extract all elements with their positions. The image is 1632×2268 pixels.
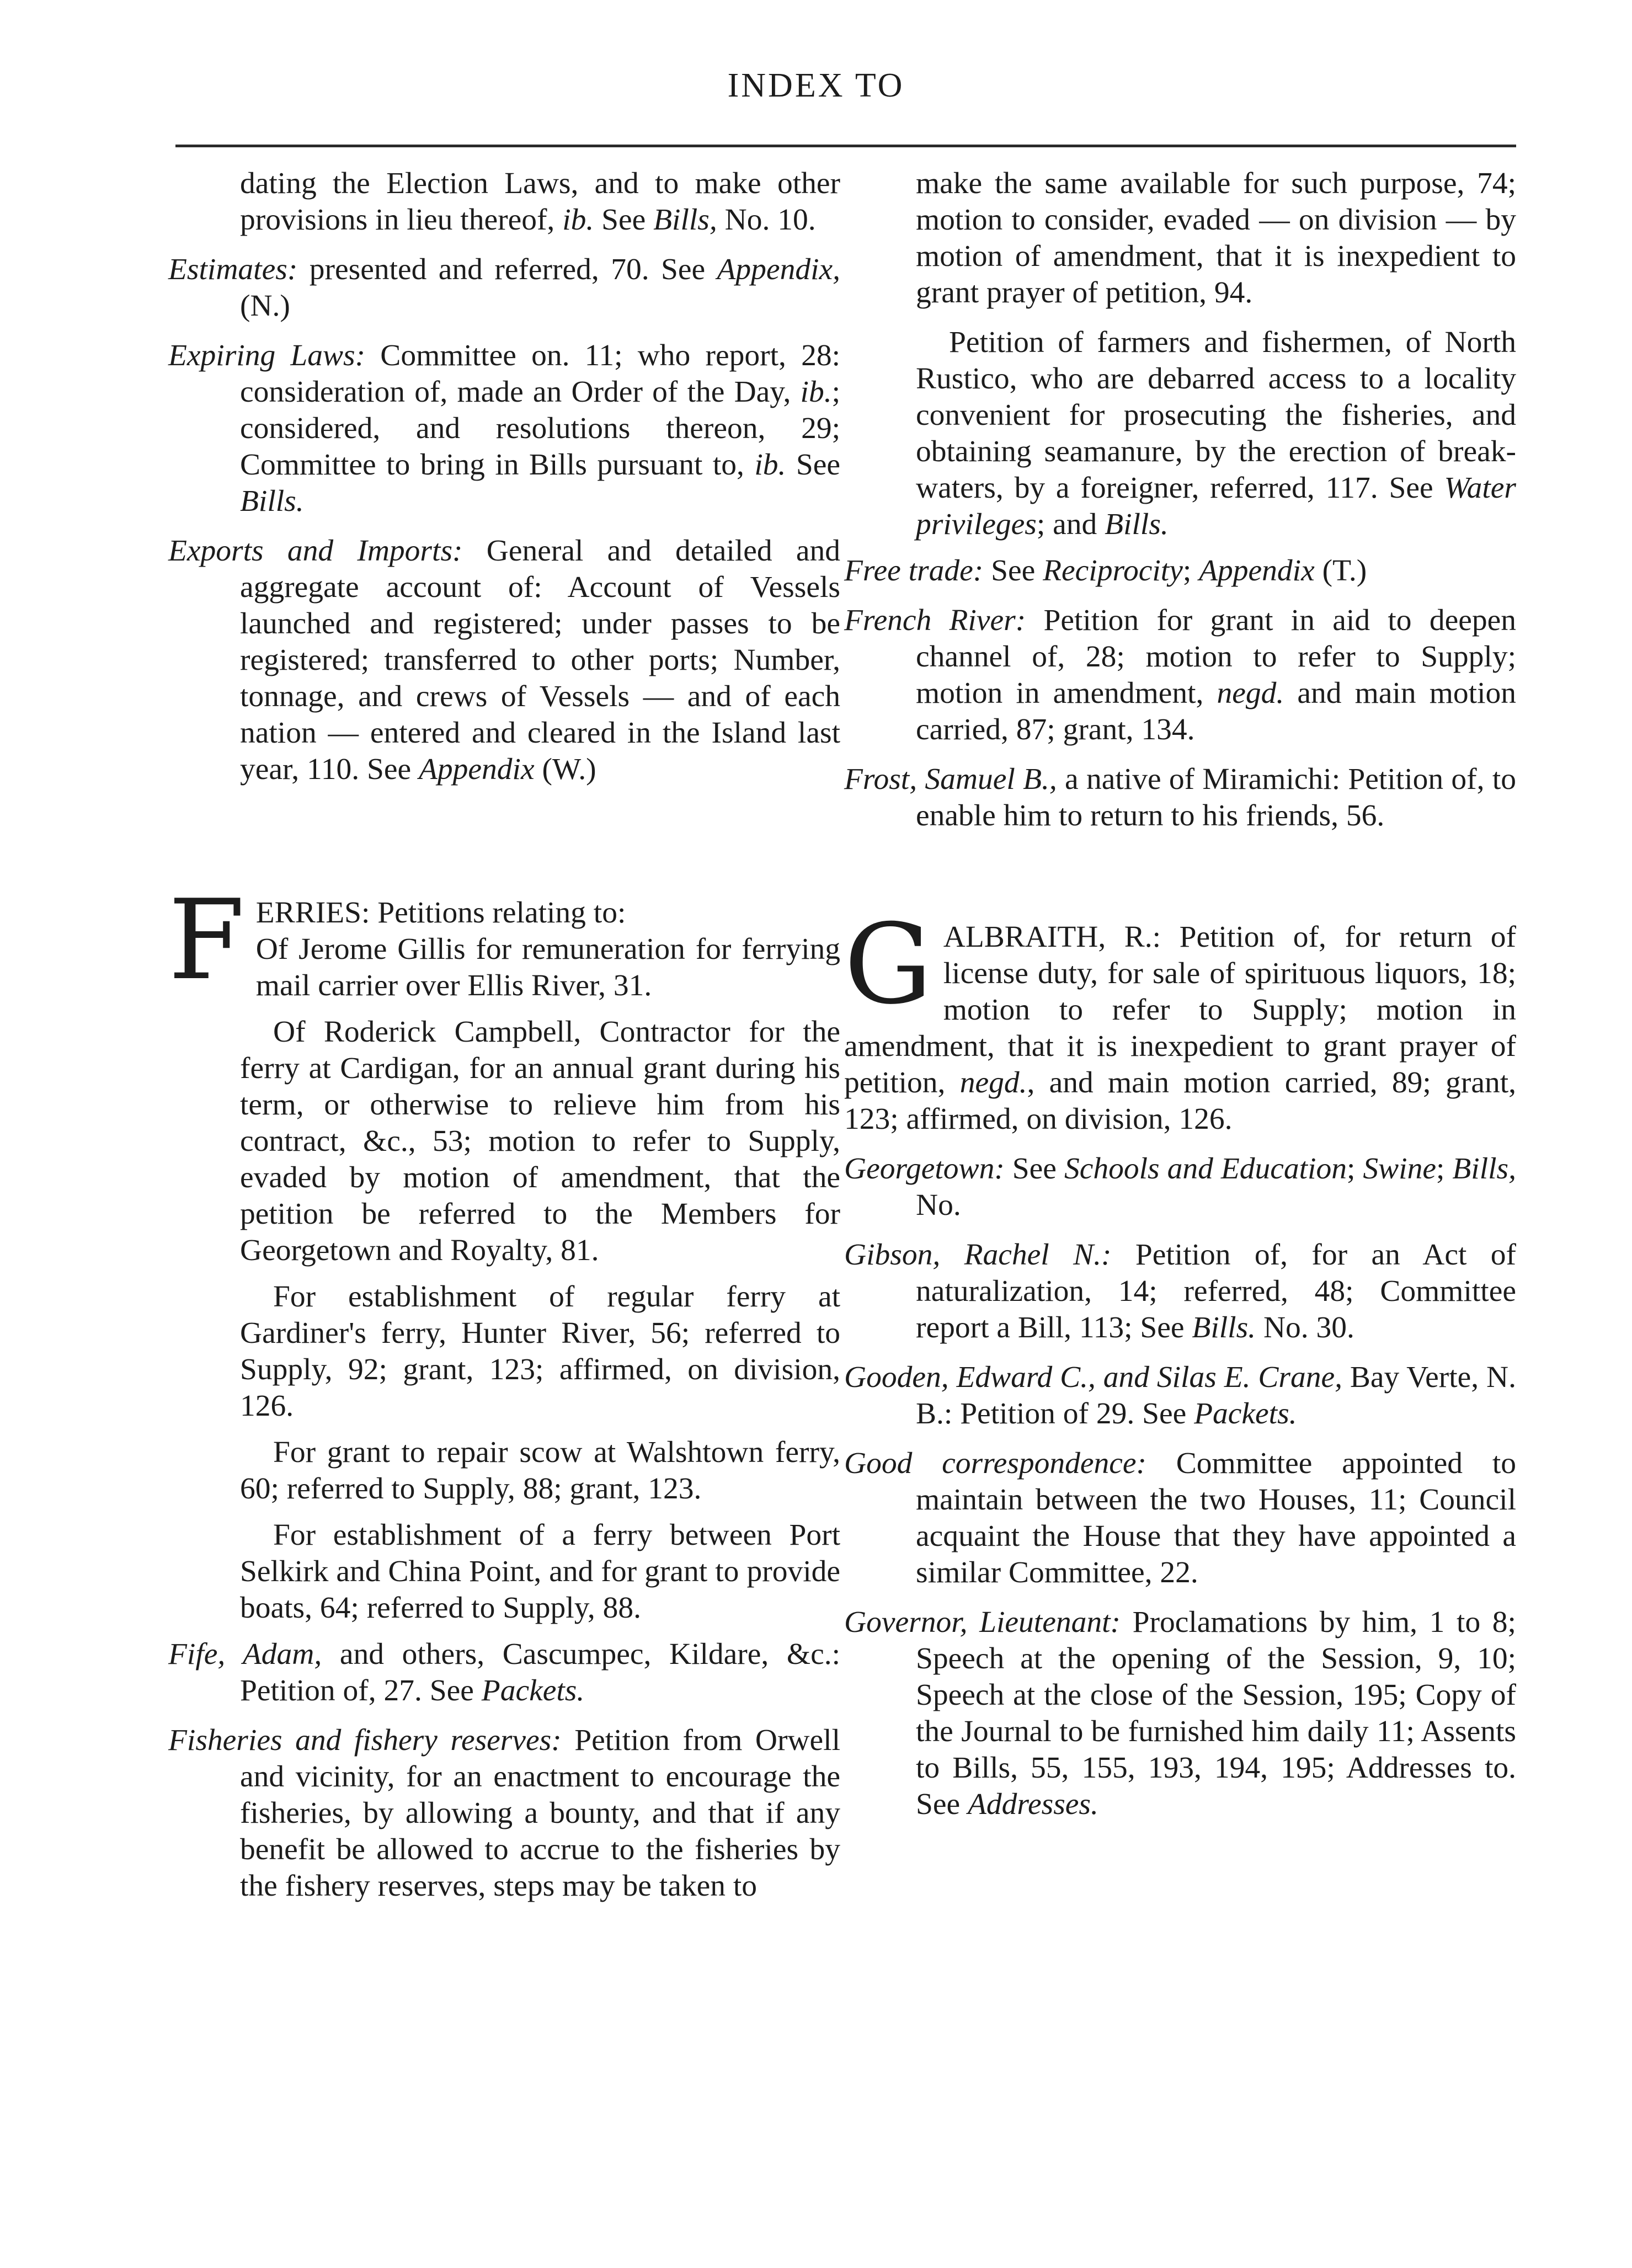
index-entry-governor: Governor, Lieutenant: Proclamations by him, 1 to 8; Speech at the opening of the Session, 9, 10; Speech at the close of the Session, 195; Copy of the Journal to be furnished him daily 11; Assents to Bills, 55, 155, 193, 194, 195; Addresses to. See Addresses.	[844, 1605, 1516, 1821]
ferries-sub-entry: Of Jerome Gillis for remuneration for ferrying mail carrier over Ellis River, 31.	[255, 932, 840, 1002]
index-entry-georgetown: Georgetown: See Schools and Education; Swine; Bills, No.	[844, 1152, 1517, 1222]
index-entry-good-correspondence: Good correspondence: Committee appointed to maintain between the two Houses, 11; Council acquaint the House that they have appointed a similar Committee, 22.	[844, 1447, 1516, 1589]
index-entry-estimates: Estimates: presented and referred, 70. See Appendix, (N.)	[168, 253, 840, 323]
index-entry-fisheries: Fisheries and fishery reserves: Petition from Orwell and vicinity, for an enactment to encourage the fisheries, by allowing a bounty, and that if any benefit be allowed to accrue to the fisheries by the fishery reserves, steps may be taken to	[168, 1723, 840, 1903]
index-entry-gibson: Gibson, Rachel N.: Petition of, for an Act of naturalization, 14; referred, 48; Committee report a Bill, 113; See Bills. No. 30.	[844, 1238, 1516, 1344]
index-entry-galbraith	[844, 900, 1517, 1151]
header-rule	[175, 145, 1516, 147]
page-header: INDEX TO	[727, 67, 905, 104]
index-entry-continued: make the same available for such purpose, 74; motion to consider, evaded — on division — by motion of amendment, that it is inexpedient to grant prayer of petition, 94.	[916, 167, 1516, 309]
ferries-sub-entry: Of Roderick Campbell, Contractor for the ferry at Cardigan, for an annual grant during his term, or otherwise to relieve him from his contract, &c., 53; motion to refer to Supply, evaded by motion of amendment, that the petition be referred to the Members for Georgetown and Royalty, 81.	[240, 1015, 840, 1267]
left-column	[168, 166, 840, 1918]
index-entry-continued: dating the Election Laws, and to make other provisions in lieu thereof, ib. See Bills, No. 10.	[240, 167, 840, 237]
index-entry-frost: Frost, Samuel B., a native of Miramichi: Petition of, to enable him to return to his friends, 56.	[844, 762, 1516, 833]
index-entry-exports-imports: Exports and Imports: General and detailed and aggregate account of: Account of Vessels launched and registered; under passes to be registered; transferred to other ports; Number, tonnage, and crews of Vessels — and of each nation — entered and cleared in the Island last year, 110. See Appendix (W.)	[168, 534, 841, 786]
drop-cap-g: G	[844, 900, 932, 1029]
ferries-heading: ERRIES: Petitions relating to:	[255, 896, 626, 930]
index-entry-french-river: French River: Petition for grant in aid to deepen channel of, 28; motion to refer to Supply; motion in amendment, negd. and main motion carried, 87; grant, 134.	[844, 604, 1516, 746]
index-entry-ferries	[168, 876, 840, 1014]
ferries-sub-entry: For grant to repair scow at Walshtown ferry, 60; referred to Supply, 88; grant, 123.	[240, 1435, 840, 1506]
section-gap	[168, 801, 840, 895]
index-entry-gooden: Gooden, Edward C., and Silas E. Crane, Bay Verte, N. B.: Petition of 29. See Packets.	[844, 1360, 1516, 1431]
index-entry-expiring-laws: Expiring Laws: Committee on. 11; who report, 28: consideration of, made an Order of the Day, ib.; considered, and resolutions thereon, 29; Committee to bring in Bills pursuant to, ib. See Bills.	[168, 339, 840, 518]
ferries-sub-entry: For establishment of a ferry between Port Selkirk and China Point, and for grant to provide boats, 64; referred to Supply, 88.	[240, 1518, 840, 1625]
drop-cap-f: F	[168, 876, 245, 1005]
ferries-sub-entry: For establishment of regular ferry at Gardiner's ferry, Hunter River, 56; referred to Supply, 92; grant, 123; affirmed, on division, 126.	[240, 1280, 840, 1423]
index-entry-free-trade: Free trade: See Reciprocity; Appendix (T.)	[844, 554, 1367, 588]
right-column	[844, 166, 1516, 1836]
galbraith-text: ALBRAITH, R.: Petition of, for return of license duty, for sale of spirituous liquors, 18; motion to refer to Supply; motion in amendment, that it is inexpedient to grant prayer of petition, negd., and main motion carried, 89; grant, 123; affirmed, on division, 126.	[844, 920, 1517, 1136]
section-gap	[844, 847, 1516, 919]
fisheries-sub-entry: Petition of farmers and fishermen, of North Rustico, who are debarred access to a locality convenient for prosecuting the fisheries, and obtaining seamanure, by the erection of break-waters, by a foreigner, referred, 117. See Water privileges; and Bills.	[916, 325, 1516, 541]
index-entry-fife: Fife, Adam, and others, Cascumpec, Kildare, &c.: Petition of, 27. See Packets.	[168, 1637, 840, 1707]
